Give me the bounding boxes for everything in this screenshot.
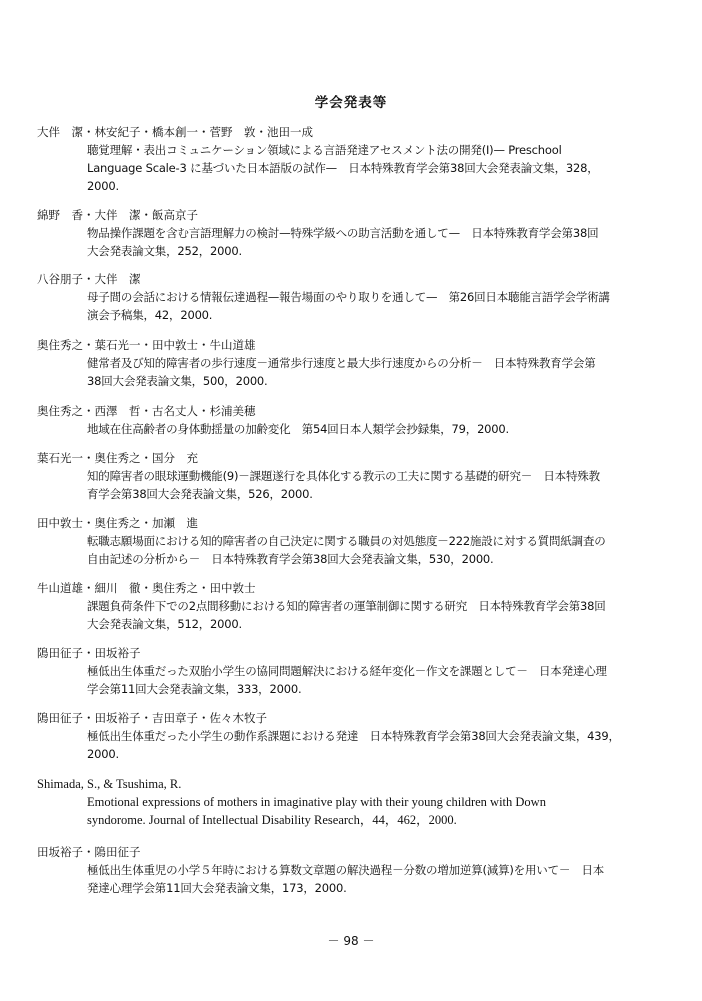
citation-text: 課題負荷条件下での2点間移動における知的障害者の運筆制御に関する研究 日本特殊教育学会第38回 bbox=[87, 599, 606, 613]
citation-authors: 隝田征子・田坂裕子 bbox=[37, 646, 141, 660]
citation-authors: 隝田征子・田坂裕子・吉田章子・佐々木牧子 bbox=[37, 711, 267, 725]
page-title: 学会発表等 bbox=[314, 95, 388, 111]
citation-text: 母子間の会話における情報伝達過程—報告場面のやり取りを通して— 第26回日本聴能言語学会学術講 bbox=[87, 290, 610, 304]
citation-entry bbox=[37, 775, 677, 829]
citation-text: 知的障害者の眼球運動機能(9)－課題遂行を具体化する教示の工夫に関する基礎的研究－ 日本特殊教 bbox=[87, 469, 600, 483]
citation-text: 地域在住高齢者の身体動揺量の加齢変化 第54回日本人類学会抄録集，79，2000. bbox=[87, 422, 509, 436]
citation-entry bbox=[37, 123, 677, 195]
citation-text: 極低出生体重児の小学５年時における算数文章題の解決過程－分数の増加逆算(減算)を用いて－ 日本 bbox=[87, 863, 605, 877]
citation-text: 38回大会発表論文集，500，2000. bbox=[87, 374, 268, 388]
citation-entry bbox=[37, 514, 677, 568]
citation-authors: 牛山道雄・細川 徹・奥住秀之・田中敦士 bbox=[37, 581, 256, 595]
citation-text: 学会第11回大会発表論文集，333，2000. bbox=[87, 682, 302, 696]
citation-entry bbox=[37, 402, 677, 438]
citation-entry bbox=[37, 206, 677, 260]
page-number: － 98 － bbox=[327, 934, 375, 948]
citation-authors: 葉石光一・奥住秀之・国分 充 bbox=[37, 451, 198, 465]
citation-text: 聴覚理解・表出コミュニケーション領域による言語発達アセスメント法の開発(I)— Preschool bbox=[87, 143, 562, 157]
citation-entry bbox=[37, 336, 677, 390]
citation-text: 育学会第38回大会発表論文集，526，2000. bbox=[87, 487, 313, 501]
citation-text: 転職志願場面における知的障害者の自己決定に関する職員の対処態度－222施設に対する質問紙調査の bbox=[87, 534, 606, 548]
citation-entry bbox=[37, 579, 677, 633]
citation-text: 自由記述の分析から－ 日本特殊教育学会第38回大会発表論文集，530，2000. bbox=[87, 552, 494, 566]
citation-authors: 田坂裕子・隝田征子 bbox=[37, 845, 141, 859]
citation-text: 物品操作課題を含む言語理解力の検討—特殊学級への助言活動を通して— 日本特殊教育学会第38回 bbox=[87, 226, 599, 240]
citation-text: 2000. bbox=[87, 747, 119, 761]
citation-authors: 大伴 潔・林安紀子・橋本創一・菅野 敦・池田一成 bbox=[37, 125, 313, 139]
citation-authors: 奥住秀之・西澤 哲・古名丈人・杉浦美穂 bbox=[37, 404, 256, 418]
citation-text: 極低出生体重だった双胎小学生の協同問題解決における経年変化－作文を課題として－ 日本発達心理 bbox=[87, 664, 607, 678]
citation-text: Language Scale-3 に基づいた日本語版の試作— 日本特殊教育学会第38回大会発表論文集，328， bbox=[87, 161, 599, 175]
citation-entry bbox=[37, 709, 677, 763]
citation-entry bbox=[37, 449, 677, 503]
citation-text: 発達心理学会第11回大会発表論文集，173，2000. bbox=[87, 881, 347, 895]
citation-entry bbox=[37, 843, 677, 897]
citation-text: 大会発表論文集，512，2000. bbox=[87, 617, 242, 631]
citation-text: syndorome. Journal of Intellectual Disability Research，44，462，2000. bbox=[87, 813, 457, 827]
citation-text: Emotional expressions of mothers in imaginative play with their young children with Down bbox=[87, 795, 546, 809]
citation-text: 2000. bbox=[87, 179, 119, 193]
citation-authors: 田中敦士・奥住秀之・加瀬 進 bbox=[37, 516, 198, 530]
citation-authors: 綿野 香・大伴 潔・飯高京子 bbox=[37, 208, 198, 222]
citation-entry bbox=[37, 644, 677, 698]
citation-entry bbox=[37, 270, 677, 324]
citation-text: 極低出生体重だった小学生の動作系課題における発達 日本特殊教育学会第38回大会発表論文集，439， bbox=[87, 729, 620, 743]
citation-authors: Shimada, S., & Tsushima, R. bbox=[37, 777, 182, 791]
citation-text: 大会発表論文集，252，2000. bbox=[87, 244, 242, 258]
citation-text: 健常者及び知的障害者の歩行速度－通常歩行速度と最大歩行速度からの分析－ 日本特殊教育学会第 bbox=[87, 356, 596, 370]
citation-authors: 八谷朋子・大伴 潔 bbox=[37, 272, 141, 286]
citation-text: 演会予稿集，42，2000. bbox=[87, 308, 213, 322]
citation-authors: 奥住秀之・葉石光一・田中敦士・牛山道雄 bbox=[37, 338, 256, 352]
